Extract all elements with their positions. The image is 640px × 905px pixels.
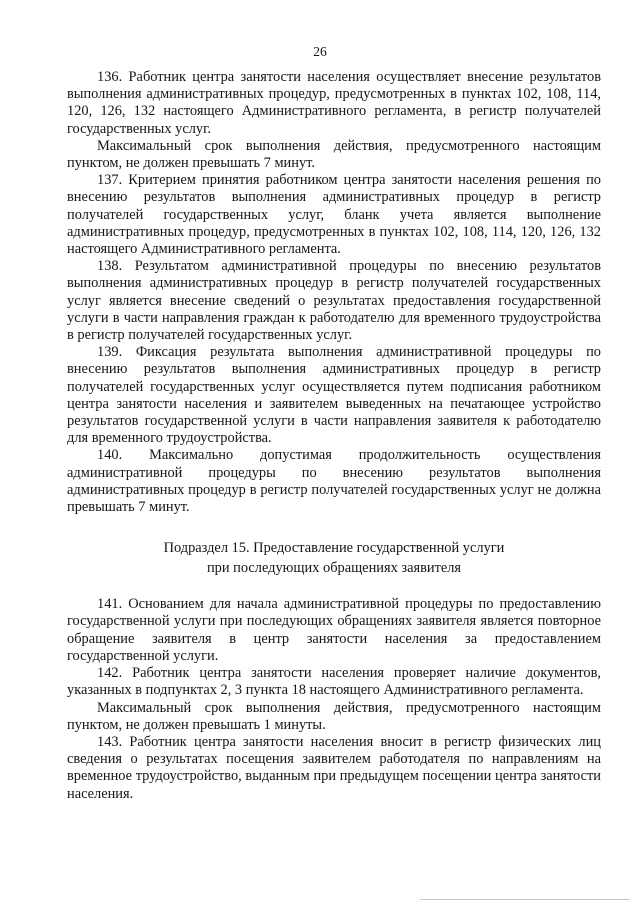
paragraph-136: 136. Работник центра занятости населения осуществляет внесение результатов выполнения административных процедур, предусмотренных в пунктах 102, 108, 114, 120, 126, 132 настоящего Административного регламента, в регистр получателей государственных услуг. bbox=[67, 69, 601, 137]
paragraph-136-deadline: Максимальный срок выполнения действия, предусмотренного настоящим пунктом, не должен превышать 7 минут. bbox=[67, 137, 601, 172]
subsection-heading bbox=[67, 538, 601, 578]
paragraph-137: 137. Критерием принятия работником центра занятости населения решения по внесению результатов выполнения административных процедур в регистр получателей государственных услуг, бланк учета является выполнение административных процедур, предусмотренных в пунктах 102, 108, 114, 120, 126, 132 настоящего Административного регламента. bbox=[67, 172, 601, 258]
paragraph-140: 140. Максимально допустимая продолжительность осуществления административной процедуры по внесению результатов выполнения административных процедур в регистр получателей государственных услуг не должна превышать 7 минут. bbox=[67, 447, 601, 516]
paragraph-142: 142. Работник центра занятости населения проверяет наличие документов, указанных в подпунктах 2, 3 пункта 18 настоящего Административного регламента. bbox=[67, 665, 601, 699]
paragraph-139: 139. Фиксация результата выполнения административной процедуры по внесению результатов выполнения административных процедур в регистр получателей государственных услуг осуществляется путем подписания работником центра занятости населения и заявителем выведенных на печатающее устройство результатов государственной услуги в части направления заявителя к работодателю для временного трудоустройства. bbox=[67, 344, 601, 447]
paragraph-143: 143. Работник центра занятости населения вносит в регистр физических лиц сведения о результатах посещения заявителем работодателя по направлениям на временное трудоустройство, выданным при предыдущем посещении центра занятости населения. bbox=[67, 733, 601, 802]
page-number: 26 bbox=[313, 44, 327, 59]
paragraph-142-deadline: Максимальный срок выполнения действия, предусмотренного настоящим пунктом, не должен превышать 1 минуты. bbox=[67, 699, 601, 733]
paragraph-141: 141. Основанием для начала административной процедуры по предоставлению государственной услуги при последующих обращениях заявителя является повторное обращение заявителя в центр занятости населения за предоставлением государственной услуги. bbox=[67, 596, 601, 664]
subsection-title-line-1: Подраздел 15. Предоставление государственной услуги bbox=[163, 540, 505, 557]
scan-edge-line bbox=[420, 899, 630, 900]
document-body bbox=[67, 69, 601, 803]
subsection-title-line-2: при последующих обращениях заявителя bbox=[206, 560, 462, 577]
paragraph-138: 138. Результатом административной процедуры по внесению результатов выполнения административных процедур в регистр получателей государственных услуг является внесение сведений о результатах предоставления государственной услуги в части направления граждан к работодателю для временного трудоустройства в регистр получателей государственных услуг. bbox=[67, 258, 601, 344]
